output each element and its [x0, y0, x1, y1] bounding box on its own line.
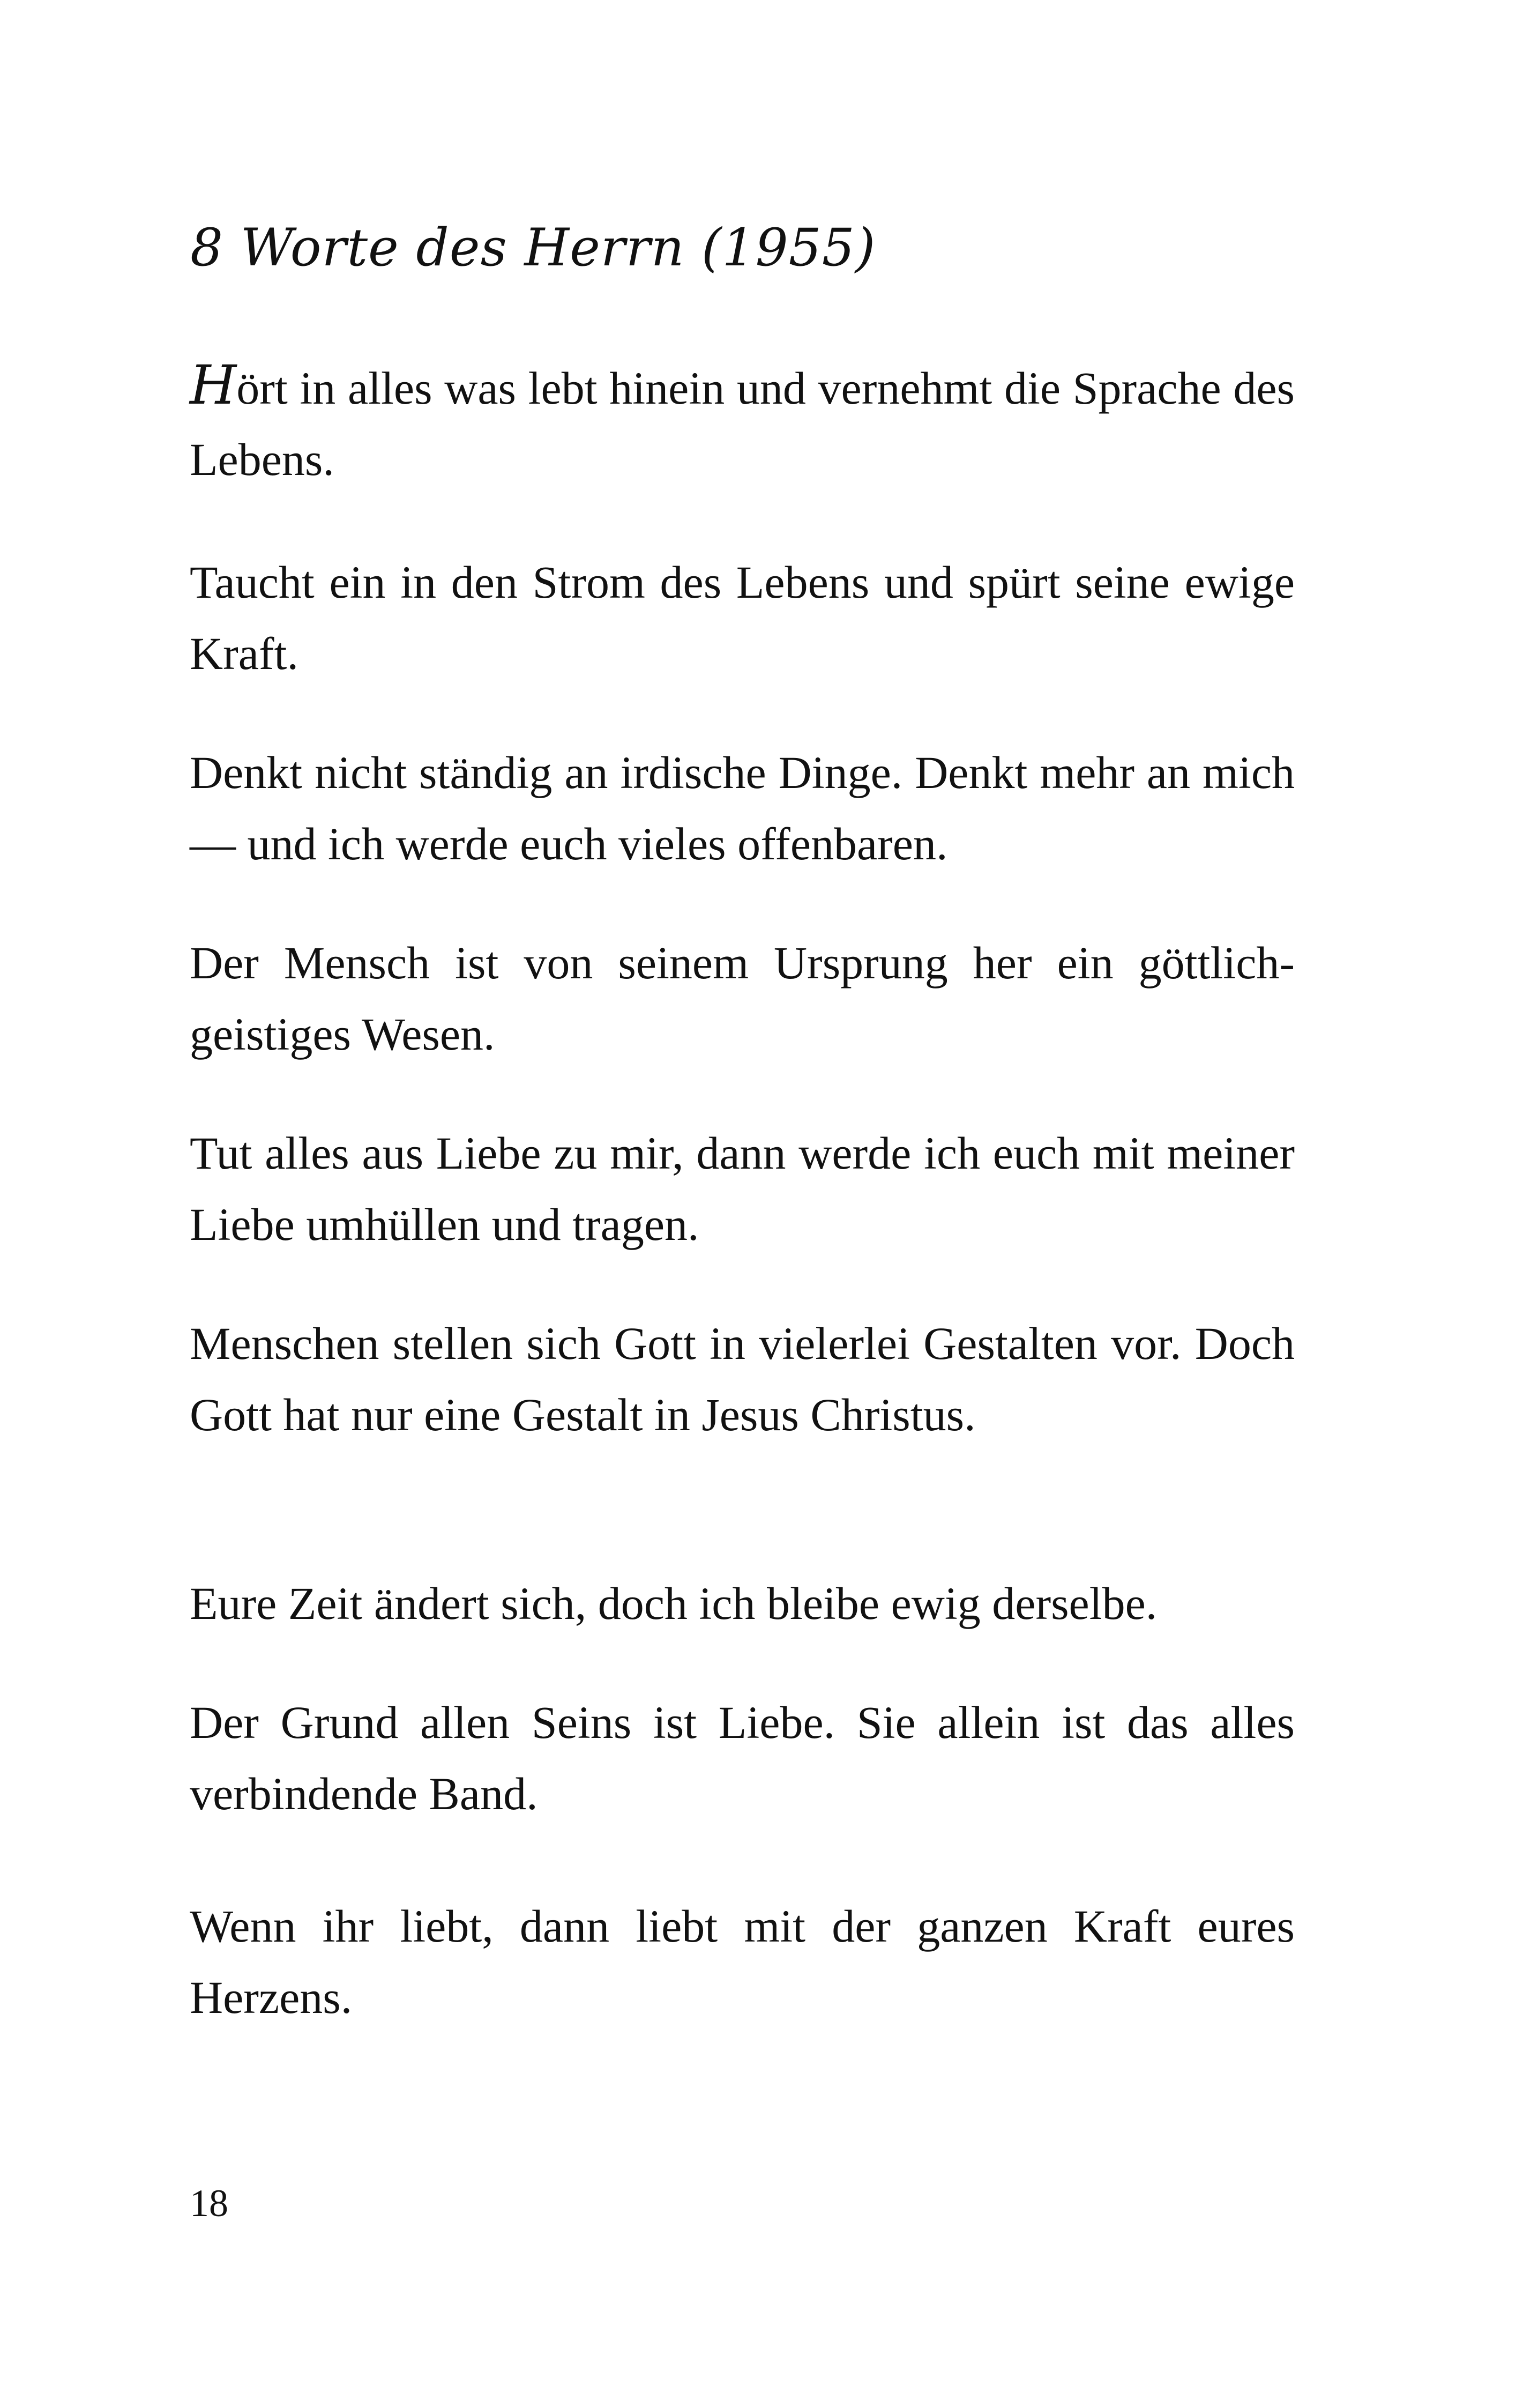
- paragraph-3: Denkt nicht ständig an irdische Dinge. Denkt mehr an mich — und ich werde euch vieles offenbaren.: [190, 747, 1295, 869]
- paragraph-4: Der Mensch ist von seinem Ursprung her ein göttlich-geistiges Wesen.: [190, 937, 1295, 1060]
- paragraph-6: Menschen stellen sich Gott in vielerlei Gestalten vor. Doch Gott hat nur eine Gestalt in Jesus Christus.: [190, 1318, 1295, 1440]
- paragraph-2: Taucht ein in den Strom des Lebens und spürt seine ewige Kraft.: [190, 556, 1295, 679]
- paragraph-9: Wenn ihr liebt, dann liebt mit der ganzen Kraft eures Herzens.: [190, 1900, 1295, 2023]
- paragraph-1-text: ört in alles was lebt hinein und vernehmt die Sprache des Lebens.: [190, 362, 1295, 485]
- paragraph-8: Der Grund allen Seins ist Liebe. Sie allein ist das alles verbindende Band.: [190, 1697, 1295, 1819]
- page-number: 18: [190, 2182, 228, 2225]
- paragraph-1: [190, 350, 1295, 495]
- paragraph-7: Eure Zeit ändert sich, doch ich bleibe ewig derselbe.: [190, 1578, 1158, 1629]
- drop-initial: H: [190, 354, 237, 417]
- paragraph-5: Tut alles aus Liebe zu mir, dann werde ich euch mit meiner Liebe umhüllen und tragen.: [190, 1127, 1295, 1250]
- chapter-heading: 8 Worte des Herrn (1955): [190, 218, 876, 278]
